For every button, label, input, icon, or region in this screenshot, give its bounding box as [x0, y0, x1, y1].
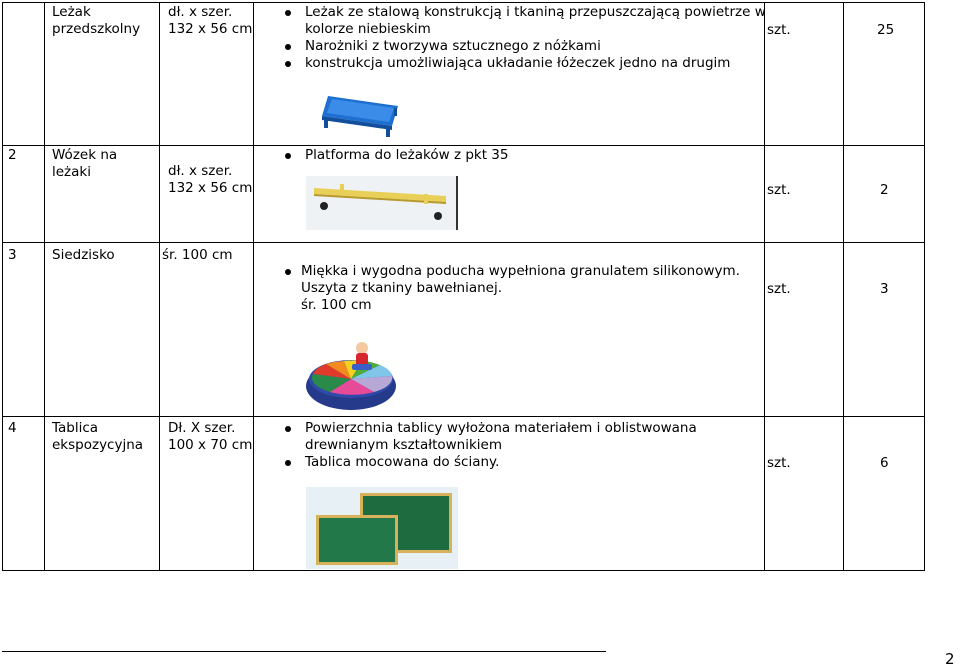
blue-cot-icon — [318, 92, 402, 138]
bullet — [285, 44, 291, 50]
product-description: Uszyta z tkaniny bawełnianej. — [301, 280, 503, 296]
quantity: 25 — [877, 22, 895, 38]
bullet — [285, 460, 291, 466]
cot-trolley-icon — [306, 176, 458, 230]
unit: szt. — [767, 22, 791, 38]
product-dimensions: śr. 100 cm — [162, 247, 233, 263]
quantity: 6 — [880, 455, 889, 471]
quantity: 3 — [880, 281, 889, 297]
page-number: 2 — [945, 650, 955, 668]
product-description: drewnianym kształtownikiem — [305, 437, 503, 453]
unit: szt. — [767, 281, 791, 297]
product-description: kolorze niebieskim — [305, 21, 431, 37]
green-board-icon — [306, 487, 458, 569]
product-description: Powierzchnia tablicy wyłożona materiałem i oblistwowana — [305, 420, 697, 436]
product-dimensions: dł. x szer. 132 x 56 cm — [168, 163, 253, 196]
product-description: konstrukcja umożliwiająca układanie łóżeczek jedno na drugim — [305, 55, 731, 71]
quantity: 2 — [880, 182, 889, 198]
unit: szt. — [767, 455, 791, 471]
product-description: śr. 100 cm — [301, 297, 372, 313]
product-description: Leżak ze stalową konstrukcją i tkaniną przepuszczającą powietrze w — [305, 4, 766, 20]
product-name: Leżak przedszkolny — [52, 4, 141, 37]
product-description: Tablica mocowana do ściany. — [305, 454, 500, 470]
product-dimensions: dł. x szer. 132 x 56 cm — [168, 4, 253, 37]
round-cushion-icon — [304, 334, 398, 412]
product-dimensions: Dł. X szer. 100 x 70 cm — [168, 420, 253, 453]
bullet — [285, 153, 291, 159]
product-description: Miękka i wygodna poducha wypełniona granulatem silikonowym. — [301, 263, 740, 279]
bullet — [285, 61, 291, 67]
unit: szt. — [767, 182, 791, 198]
bullet — [285, 10, 291, 16]
product-description: Narożniki z tworzywa sztucznego z nóżkami — [305, 38, 601, 54]
product-name: Siedzisko — [52, 247, 115, 263]
product-name: Wózek na leżaki — [52, 147, 118, 180]
footer-rule — [2, 651, 606, 652]
row-number: 2 — [8, 147, 17, 163]
bullet — [285, 426, 291, 432]
row-number: 3 — [8, 247, 17, 263]
product-name: Tablica ekspozycyjna — [52, 420, 144, 453]
product-description: Platforma do leżaków z pkt 35 — [305, 147, 509, 163]
bullet — [285, 269, 291, 275]
row-number: 4 — [8, 420, 17, 436]
